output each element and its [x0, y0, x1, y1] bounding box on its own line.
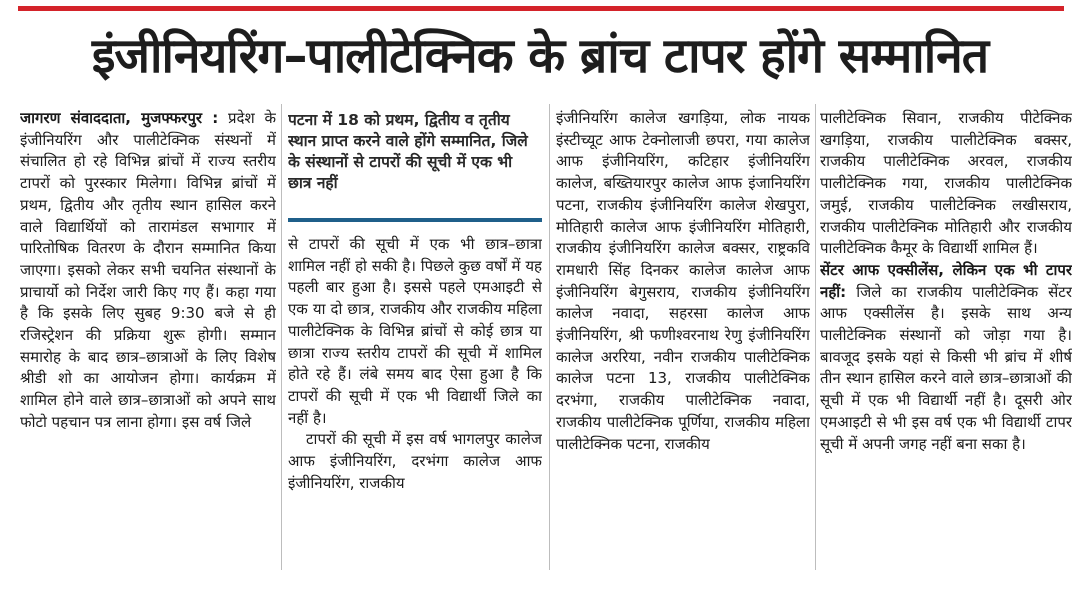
article-column-2 — [288, 234, 542, 570]
column-2-paragraph-1: से टापरों की सूची में एक भी छात्र–छात्रा शामिल नहीं हो सकी है। पिछले कुछ वर्षों में यह पहली बार हुआ है। इससे पहले एमआइटी से एक या दो छात्र, राजकीय और राजकीय महिला पालीटेक्निक के विभिन्न ब्रांचों से कोई छात्र या छात्रा राज्य स्तरीय टापरों की सूची में शामिल होते रहे हैं। लंबे समय बाद ऐसा हुआ है कि टापरों की सूची में एक भी विद्यार्थी जिले का नहीं है। — [288, 235, 542, 427]
pull-quote: पटना में 18 को प्रथम, द्वितीय व तृतीय स्थान प्राप्त करने वाले होंगे सम्मानित, जिले के संस्थानों से टापरों की सूची में एक भी छात्र नहीं — [288, 111, 528, 192]
column-divider — [815, 104, 816, 570]
column-1-paragraph — [20, 108, 276, 434]
article-column-1 — [20, 108, 276, 570]
byline: जागरण संवाददाता, मुजफ्फरपुर : — [20, 109, 219, 127]
column-divider — [549, 104, 550, 570]
pull-quote-rule — [288, 218, 542, 222]
subheading: सेंटर आफ एक्सीलेंस, लेकिन एक भी टापर नहीं: — [820, 260, 1072, 301]
column-3-paragraph: इंजीनियरिंग कालेज खगड़िया, लोक नायक इंस्टीच्यूट आफ टेक्नोलाजी छपरा, गया कालेज आफ इंजीनियरिंग, कटिहार इंजीनियरिंग कालेज, बख्तियारपुर कालेज आफ इंजानियरिंग पटना, राजकीय इंजीनियरिंग कालेज शेखपुरा, मोतिहारी कालेज आफ इंजीनियरिंग मोतिहारी, राजकीय इंजीनियरिंग कालेज बक्सर, राष्ट्रकवि रामधारी सिंह दिनकर कालेज कालेज आफ इंजीनियरिंग बेगुसराय, राजकीय इंजीनियरिंग कालेज नवादा, सहरसा कालेज आफ इंजीनियरिंग, श्री फणीश्वरनाथ रेणु इंजीनियरिंग कालेज अररिया, नवीन राजकीय पालीटेक्निक कालेज पटना 13, राजकीय पालीटेक्निक दरभंगा, राजकीय पालीटेक्निक नवादा, राजकीय पालीटेक्निक पूर्णिया, राजकीय महिला पालीटेक्निक पटना, राजकीय — [556, 109, 810, 453]
article-column-3 — [556, 108, 810, 570]
top-red-rule — [18, 6, 1064, 11]
article-column-4 — [820, 108, 1072, 570]
column-1-text: प्रदेश के इंजीनियरिंग और पालीटेक्निक संस्थनों में संचालित हो रहे विभिन्न ब्रांचों में राज्य स्तरीय टापरों को पुरस्कार मिलेगा। विभिन्न ब्रांचों में प्रथम, द्वितीय और तृतीय स्थान हासिल करने वाले विद्यार्थियों को तारामंडल सभागार में पारितोषिक वितरण के दौरान सम्मानित किया जाएगा। इसको लेकर सभी चयनित संस्थानों के प्राचार्यो को निर्देश जारी किए गए हैं। कहा गया है कि इसके लिए सुबह 9:30 बजे से ही रजिस्ट्रेशन की प्रक्रिया शुरू होगी। सम्मान समारोह के बाद छात्र–छात्राओं के लिए विशेष श्रीडी शो का आयोजन होगा। कार्यक्रम में शामिल होने वाले छात्र–छात्राओं को अपने साथ फोटो पहचान पत्र लाना होगा। इस वर्ष जिले — [20, 109, 276, 431]
column-4-paragraph-1: पालीटेक्निक सिवान, राजकीय पीटेक्निक खगड़िया, राजकीय पालीटेक्निक बक्सर, राजकीय पालीटेक्निक अरवल, राजकीय पालीटेक्निक गया, राजकीय पालीटेक्निक जमुई, राजकीय पालीटेक्निक लखीसराय, राजकीय पालीटेक्निक मोतिहारी और राजकीय पालीटेक्निक कैमूर के विद्यार्थी शामिल हैं। — [820, 109, 1072, 258]
headline: इंजीनियरिंग–पालीटेक्निक के ब्रांच टापर होंगे सम्मानित — [91, 28, 989, 84]
column-2-paragraph-2: टापरों की सूची में इस वर्ष भागलपुर कालेज आफ इंजीनियरिंग, दरभंगा कालेज आफ इंजीनियरिंग, राजकीय — [288, 430, 542, 492]
column-divider — [281, 104, 282, 570]
column-4-paragraph-2 — [820, 260, 1072, 455]
column-4-text: जिले का राजकीय पालीटेक्निक सेंटर आफ एक्सीलेंस है। इसके साथ अन्य पालीटेक्निक संस्थानों को जोड़ा गया है। बावजूद इसके यहां से किसी भी ब्रांच में शीर्ष तीन स्थान हासिल करने वाले छात्र–छात्राओं की सूची में एक भी विद्यार्थी नहीं है। दूसरी ओर एमआइटी से भी इस वर्ष एक भी विद्यार्थी टापर सूची में अपनी जगह नहीं बना सका है। — [820, 282, 1072, 453]
